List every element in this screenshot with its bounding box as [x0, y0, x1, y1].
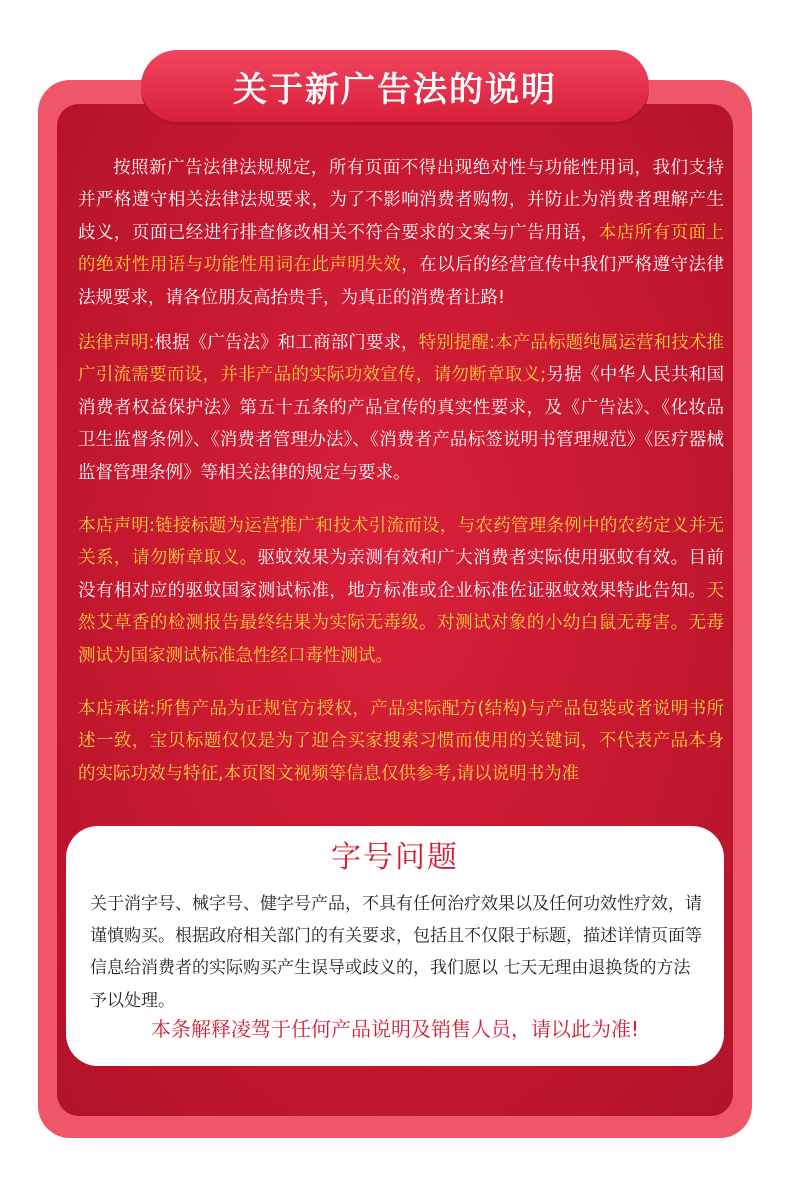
store-statement-text: 驱蚊效果为亲测有效和广大消费者实际使用驱蚊有效。目前没有相对应的驱蚊国家测试标准，地方标准或企业标准佐证驱蚊效果特此告知。 [78, 548, 725, 601]
store-statement-label: 本店声明: [78, 516, 156, 536]
legal-statement-text-end: 另据《中华人民共和国消费者权益保护法》第五十五条的产品宣传的真实性要求，及《广告法》、《化妆品卫生监督条例》、《消费者管理办法》、《消费者产品标签说明书管理规范》《医疗器械监督管理条例》等相关法律的规定与要求。 [78, 365, 724, 483]
store-statement-paragraph [78, 510, 724, 672]
legal-statement-highlight: 特别提醒:本产品标题纯属运营和技术推广引流需要而设，并非产品的实际功效宣传，请勿断章取义; [78, 333, 724, 386]
notice-card-title: 字号问题 [331, 840, 459, 875]
store-statement-highlight: 链接标题为运营推广和技术引流而设，与农药管理条例中的农药定义并无关系，请勿断章取义。 [78, 516, 725, 569]
store-promise-text: 所售产品为正规官方授权，产品实际配方(结构)与产品包装或者说明书所述一致，宝贝标题仅仅是为了迎合买家搜索习惯而使用的关键词，不代表产品本身的实际功效与特征,本页图文视频等信息仅供参考,请以说明书为准 [78, 699, 724, 784]
store-statement-highlight-2: 天然艾草香的检测报告最终结果为实际无毒级。对测试对象的小幼白鼠无毒害。无毒测试为国家测试标准急性经口毒性测试。 [78, 580, 724, 666]
legal-statement-text: 根据《广告法》和工商部门要求， [154, 333, 419, 353]
intro-highlight: 本店所有页面上的绝对性用语与功能性用词在此声明失效 [78, 222, 725, 276]
intro-text-end: ，在以后的经营宣传中我们严格遵守法律法规要求，请各位朋友高抬贵手，为真正的消费者让路! [78, 255, 725, 308]
page-title: 关于新广告法的说明 [233, 69, 557, 110]
title-banner [141, 50, 649, 122]
notice-card-footer: 本条解释凌驾于任何产品说明及销售人员，请以此为准! [150, 1017, 640, 1041]
store-promise-paragraph [78, 693, 724, 790]
store-promise-label: 本店承诺: [78, 699, 156, 719]
notice-card-text: 关于消字号、械字号、健字号产品，不具有任何治疗效果以及任何功效性疗效，请谨慎购买。根据政府相关部门的有关要求，包括且不仅限于标题，描述详情页面等信息给消费者的实际购买产生误导或歧义的，我们愿以 七天无理由退换货的方法予以处理。 [90, 894, 702, 1011]
intro-paragraph [78, 152, 724, 314]
intro-text: 按照新广告法律法规规定，所有页面不得出现绝对性与功能性用词，我们支持并严格遵守相关法律法规要求，为了不影响消费者购物，并防止为消费者理解产生歧义，页面已经进行排查修改相关不符合要求的文案与广告用语， [78, 158, 724, 243]
legal-statement-paragraph [78, 327, 724, 489]
legal-statement-label: 法律声明: [78, 333, 155, 353]
